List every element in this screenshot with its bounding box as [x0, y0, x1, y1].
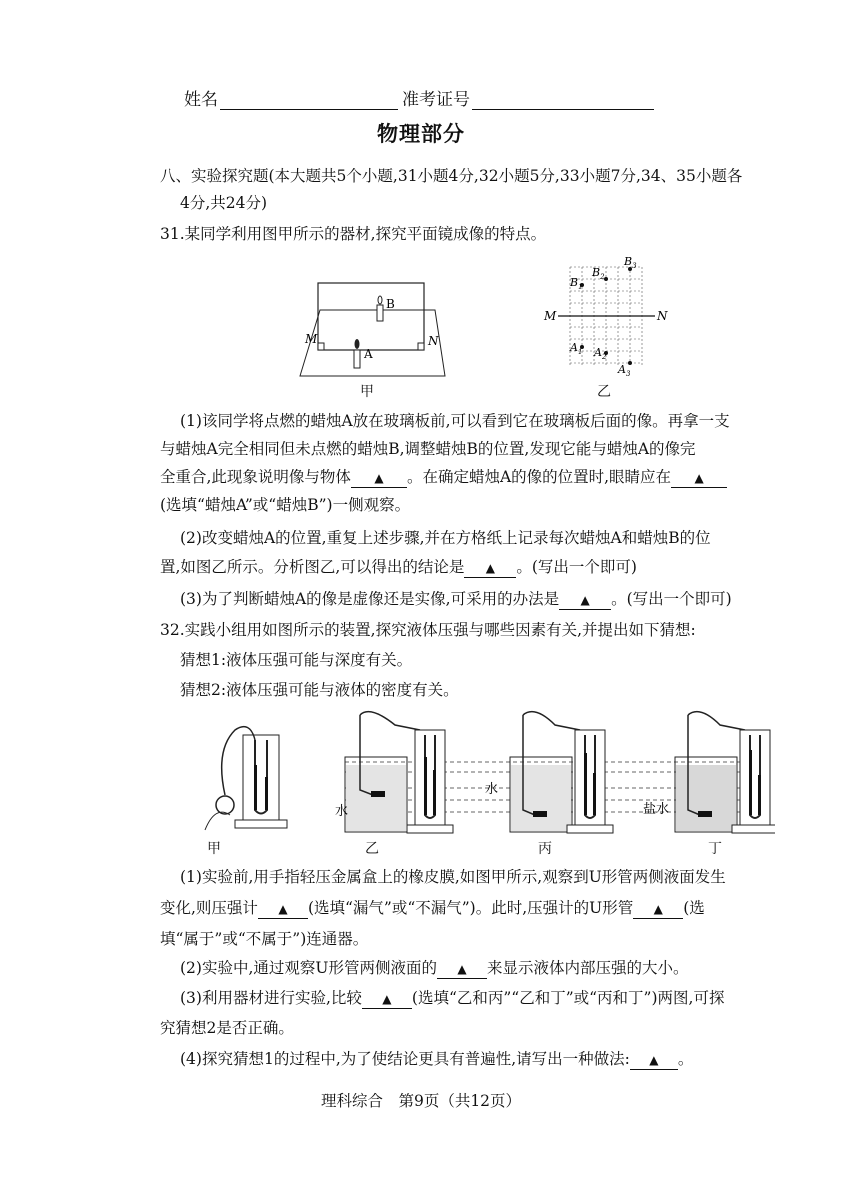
label-n: N	[657, 309, 668, 323]
label-a2: $A_2$	[594, 346, 607, 361]
label-brine: 盐水	[643, 802, 670, 817]
q32-caption-ding: 丁	[708, 841, 722, 857]
q31-p2-line1: (2)改变蜡烛A的位置,重复上述步骤,并在方格纸上记录每次蜡烛A和蜡烛B的位	[180, 529, 711, 547]
answer-blank[interactable]: ▲	[258, 900, 308, 919]
glass-plate	[318, 283, 424, 350]
support-right	[418, 343, 424, 350]
section-title: 物理部分	[377, 121, 465, 146]
q31-figure-jia	[290, 270, 460, 380]
q32-p1-line3: 填“属于”或“不属于”)连通器。	[160, 930, 369, 948]
name-label: 姓名	[184, 90, 218, 110]
exam-id-label: 准考证号	[402, 90, 470, 110]
q32-p1-line2: 变化,则压强计 ▲ (选填“漏气”或“不漏气”)。此时,压强计的U形管 ▲ (选	[160, 899, 705, 917]
beaker-bing	[510, 712, 613, 833]
exam-id-field[interactable]	[472, 89, 654, 110]
label-b3: $B_3$	[624, 255, 637, 270]
point-a3	[628, 361, 632, 365]
q31-caption-jia: 甲	[360, 384, 374, 400]
q32-p1-line1: (1)实验前,用手指轻压金属盒上的橡皮膜,如图甲所示,观察到U形管两侧液面发生	[180, 868, 726, 886]
q32-figure	[195, 705, 775, 840]
candidate-info-line	[0, 85, 842, 110]
answer-blank[interactable]: ▲	[633, 900, 683, 919]
section-heading-line2: 4分,共24分)	[180, 194, 268, 212]
q31-p1-line3: 全重合,此现象说明像与物体 ▲ 。在确定蜡烛A的像的位置时,眼睛应在 ▲	[160, 466, 727, 488]
beaker-ding	[675, 712, 775, 833]
label-a1: $A_1$	[570, 341, 583, 356]
label-n: N	[428, 334, 439, 348]
label-a3: $A_3$	[618, 363, 631, 377]
point-b2	[604, 277, 608, 281]
q32-guess1: 猜想1:液体压强可能与深度有关。	[180, 651, 413, 669]
answer-blank[interactable]: ▲	[464, 559, 516, 578]
label-b: B	[386, 297, 395, 311]
q31-caption-yi: 乙	[597, 384, 611, 400]
section-heading-line1: 八、实验探究题(本大题共5个小题,31小题4分,32小题5分,33小题7分,34、35小题各	[160, 167, 743, 185]
q32-stem: 32.实践小组用如图所示的装置,探究液体压强与哪些因素有关,并提出如下猜想:	[160, 621, 696, 639]
q31-p1-line2: 与蜡烛A完全相同但未点燃的蜡烛B,调整蜡烛B的位置,发现它能与蜡烛A的像完	[160, 440, 696, 458]
gauge-jia	[205, 727, 287, 830]
q32-p3-line2: 究猜想2是否正确。	[160, 1019, 294, 1037]
answer-blank[interactable]: ▲	[630, 1051, 678, 1070]
answer-blank[interactable]: ▲	[559, 591, 611, 610]
label-water-yi: 水	[335, 804, 349, 819]
q32-p3-line1: (3)利用器材进行实验,比较 ▲ (选填“乙和丙”“乙和丁”或“丙和丁”)两图,可探	[180, 989, 725, 1007]
q32-p2: (2)实验中,通过观察U形管两侧液面的 ▲ 来显示液体内部压强的大小。	[180, 959, 689, 977]
q32-caption-yi: 乙	[365, 841, 379, 857]
q32-guess2: 猜想2:液体压强可能与液体的密度有关。	[180, 681, 459, 699]
candle-b	[377, 296, 383, 321]
support-left	[318, 343, 324, 350]
answer-blank[interactable]: ▲	[437, 960, 487, 979]
label-m: M	[544, 309, 557, 323]
label-b2: $B_2$	[592, 266, 605, 281]
q31-figure-yi	[540, 255, 670, 377]
label-m: M	[305, 332, 318, 346]
label-b1: $B_1$	[570, 276, 583, 291]
q31-stem: 31.某同学利用图甲所示的器材,探究平面镜成像的特点。	[160, 225, 547, 243]
q31-p3: (3)为了判断蜡烛A的像是虚像还是实像,可采用的办法是 ▲ 。(写出一个即可)	[180, 590, 732, 608]
name-field[interactable]	[220, 89, 398, 110]
answer-blank[interactable]: ▲	[351, 469, 407, 488]
beaker-yi	[345, 712, 453, 833]
page-footer: 理科综合 第9页（共12页）	[320, 1092, 522, 1110]
q32-caption-jia: 甲	[207, 841, 221, 857]
q31-p1-line1: (1)该同学将点燃的蜡烛A放在玻璃板前,可以看到它在玻璃板后面的像。再拿一支	[180, 412, 730, 430]
q31-p2-line2: 置,如图乙所示。分析图乙,可以得出的结论是 ▲ 。(写出一个即可)	[160, 558, 637, 576]
label-water-bing: 水	[485, 782, 499, 797]
label-a: A	[364, 347, 373, 361]
answer-blank[interactable]: ▲	[362, 990, 412, 1009]
candle-a	[354, 339, 360, 368]
q31-p1-line4: (选填“蜡烛A”或“蜡烛B”)一侧观察。	[160, 496, 411, 514]
answer-blank[interactable]: ▲	[671, 469, 727, 488]
q32-caption-bing: 丙	[538, 841, 552, 857]
q32-p4: (4)探究猜想1的过程中,为了使结论更具有普遍性,请写出一种做法: ▲ 。	[180, 1050, 694, 1068]
